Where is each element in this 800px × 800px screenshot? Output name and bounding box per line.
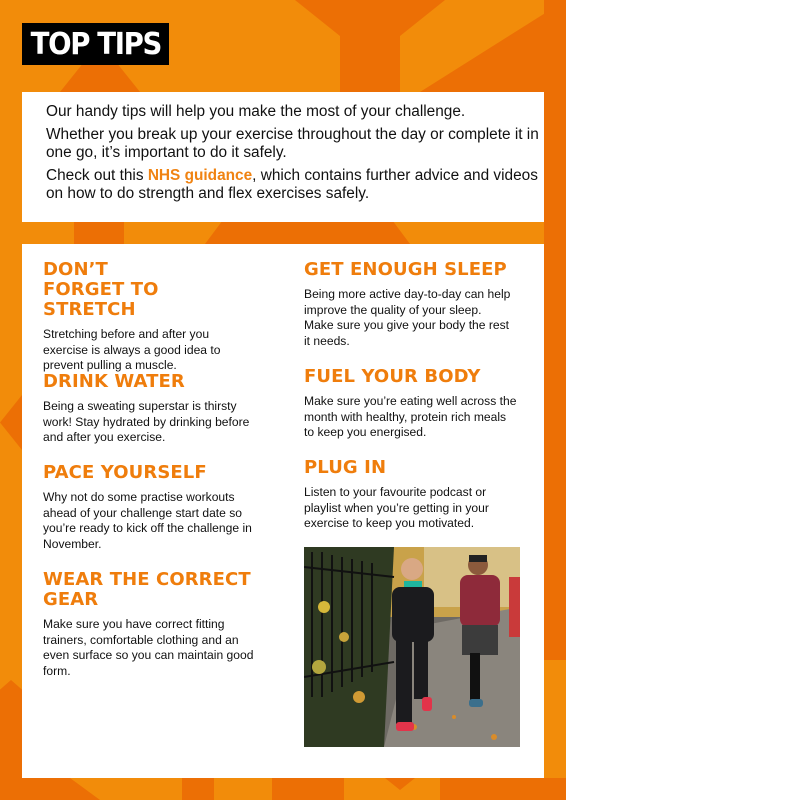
bg-bottom-shape xyxy=(182,778,214,800)
tip-body: Being a sweating superstar is thirsty work! Stay hydrated by drinking before and after you exercise. xyxy=(43,399,250,444)
tip-body: Listen to your favourite podcast or playlist when you’re getting in your exercise to keep you motivated. xyxy=(304,485,489,530)
tip-stretch xyxy=(43,259,221,374)
tip-plug-in xyxy=(304,458,534,532)
runners-photo xyxy=(304,547,520,747)
tip-heading: FUEL YOUR BODY xyxy=(304,366,481,387)
tip-body: Stretching before and after you exercise is always a good idea to prevent pulling a muscle. xyxy=(43,327,221,372)
tip-heading: DON’T FORGET TO STRETCH xyxy=(43,259,159,320)
tip-fuel xyxy=(304,367,534,441)
page-title: TOP TIPS xyxy=(30,26,161,62)
intro-text: Check out this xyxy=(46,167,148,184)
bg-bottom-shape xyxy=(440,778,566,800)
bg-triangle-shape xyxy=(60,62,140,92)
tip-sleep xyxy=(304,260,534,349)
tip-gear xyxy=(43,570,253,679)
tips-panel xyxy=(22,244,544,778)
bg-bottom-shape xyxy=(272,778,344,800)
bg-band-shape xyxy=(205,222,410,244)
intro-panel xyxy=(22,92,544,222)
nhs-guidance-link[interactable]: NHS guidance xyxy=(147,167,253,184)
tip-pace xyxy=(43,463,283,552)
tip-heading: DRINK WATER xyxy=(43,371,185,392)
tip-heading: GET ENOUGH SLEEP xyxy=(304,259,507,280)
runners-photo-illustration xyxy=(304,547,520,747)
tip-body: Make sure you’re eating well across the month with healthy, protein rich meals to keep you energised. xyxy=(304,394,517,439)
bg-bottom-shape xyxy=(385,778,415,790)
tip-body: Why not do some practise workouts ahead of your challenge start date so you’re ready to kick off the challenge in November. xyxy=(43,490,252,551)
intro-paragraph: Our handy tips will help you make the most of your challenge. xyxy=(46,103,466,120)
tip-body: Make sure you have correct fitting trainers, comfortable clothing and an even surface so you can maintain good form. xyxy=(43,617,254,678)
tip-heading: WEAR THE CORRECT GEAR xyxy=(43,569,251,610)
bg-right-strip xyxy=(544,0,566,660)
bg-arrow-shape xyxy=(295,0,445,36)
tip-water xyxy=(43,372,283,446)
title-banner xyxy=(22,23,169,65)
tip-body: Being more active day-to-day can help improve the quality of your sleep. Make sure you give your body the rest it needs. xyxy=(304,287,511,348)
bg-band-shape xyxy=(74,222,124,244)
intro-text: , which contains further advice and videos on how to do strength and flex exercises safely. xyxy=(46,167,538,202)
tip-heading: PACE YOURSELF xyxy=(43,462,207,483)
bg-bottom-shape xyxy=(0,778,100,800)
tip-heading: PLUG IN xyxy=(304,457,387,478)
intro-paragraph: Whether you break up your exercise throughout the day or complete it in one go, it’s important to do it safely. xyxy=(46,126,539,161)
intro-paragraph xyxy=(46,167,544,203)
bg-left-chevron xyxy=(0,395,22,450)
